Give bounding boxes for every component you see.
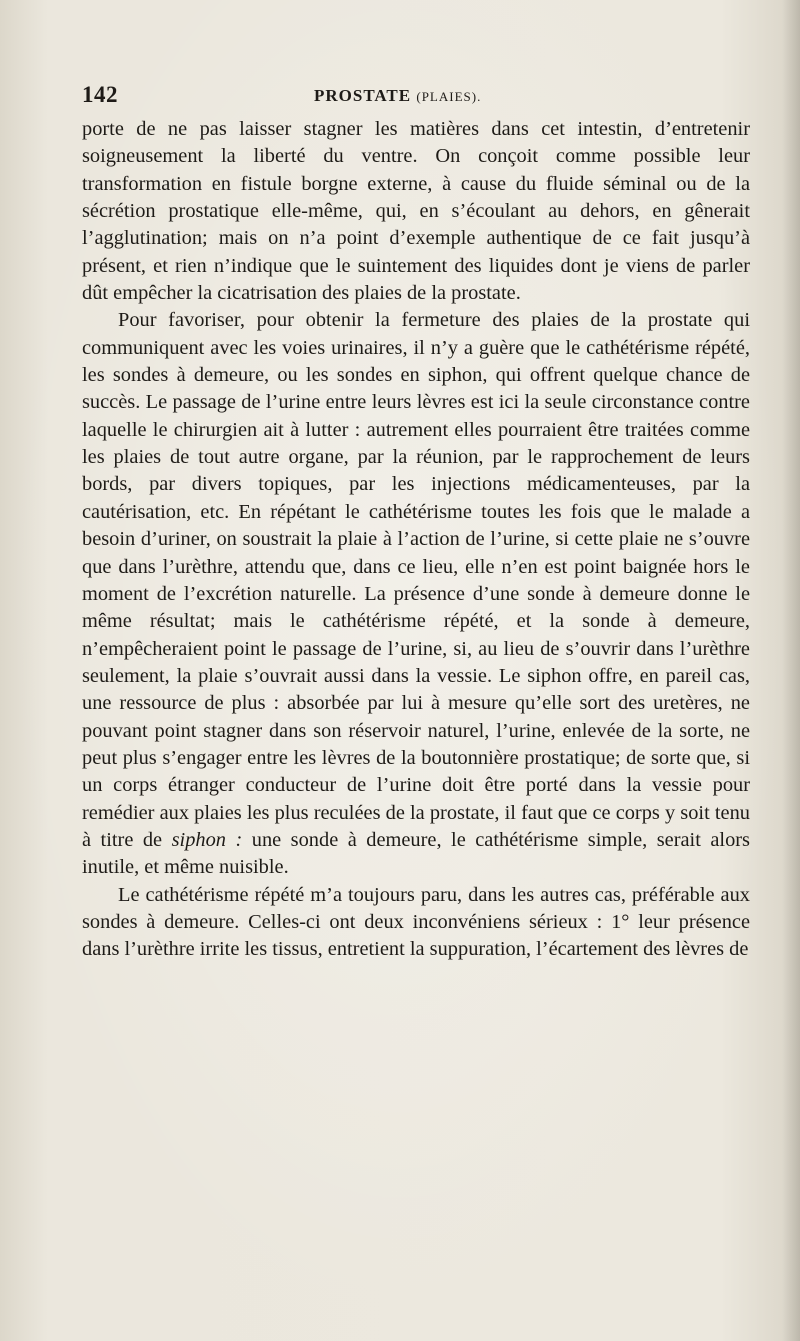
paragraph-1: porte de ne pas laisser stagner les matières dans cet intestin, d’entretenir soigneusement la liberté du ventre. On conçoit comme possible leur transformation en fistule borgne externe, à cause du fluide séminal ou de la sécrétion prostatique elle-même, qui, en s’écoulant au dehors, en gênerait l’agglutination; mais on n’a point d’exemple authentique de ce fait jusqu’à présent, et rien n’indique que le suintement des liquides dont je viens de parler dût empêcher la cicatrisation des plaies de la prostate.	[82, 118, 750, 305]
paragraph-2-italic-term: siphon :	[171, 828, 243, 851]
page-header	[82, 82, 750, 112]
running-head-subtitle: (PLAIES).	[416, 89, 482, 104]
running-head-title: PROSTATE	[314, 86, 412, 105]
paragraph-2-text-after: une sonde à demeure, le cathétérisme simple, serait alors inutile, et même nuisible.	[82, 828, 750, 879]
paragraph-3: Le cathétérisme répété m’a toujours paru, dans les autres cas, préférable aux sondes à demeure. Celles-ci ont deux inconvéniens sérieux : 1° leur présence dans l’urèthre irrite les tissus, entretient la suppuration, l’écartement des lèvres de	[82, 883, 750, 961]
page-edge-shadow	[782, 0, 800, 1341]
paragraph-2	[82, 307, 750, 881]
paragraph-2-text-before: Pour favoriser, pour obtenir la fermeture des plaies de la prostate qui communiquent avec les voies urinaires, il n’y a guère que le cathétérisme répété, les sondes à demeure, ou les sondes en siphon, qui offrent quelque chance de succès. Le passage de l’urine entre leurs lèvres est ici la seule circonstance contre laquelle le chirurgien ait à lutter : autrement elles pourraient être traitées comme les plaies de tout autre organe, par la réunion, par le rapprochement de leurs bords, par divers topiques, par les injections médicamenteuses, par la cautérisation, etc. En répétant le cathétérisme toutes les fois que le malade a besoin d’uriner, on soustrait la plaie à l’action de l’urine, si cette plaie ne s’ouvre que dans l’urèthre, attendu que, dans ce lieu, elle n’en est point baignée hors le moment de l’excrétion naturelle. La présence d’une sonde à demeure donne le même résultat; mais le cathétérisme répété, et la sonde à demeure, n’empêcheraient point le passage de l’urine, si, au lieu de s’ouvrir dans l’urèthre seulement, la plaie s’ouvrait aussi dans la vessie. Le siphon offre, en pareil cas, une ressource de plus : absorbée par lui à mesure qu’elle sort des uretères, ne pouvant point stagner dans son réservoir naturel, l’urine, enlevée de la sorte, ne peut plus s’engager entre les lèvres de la boutonnière prostatique; de sorte que, si un corps étranger conducteur de l’urine doit être porté dans la vessie pour remédier aux plaies les plus reculées de la prostate, il faut que ce corps y soit tenu à titre de	[82, 309, 750, 851]
body-text	[82, 116, 750, 964]
running-head	[314, 86, 481, 106]
page-number: 142	[82, 82, 118, 107]
